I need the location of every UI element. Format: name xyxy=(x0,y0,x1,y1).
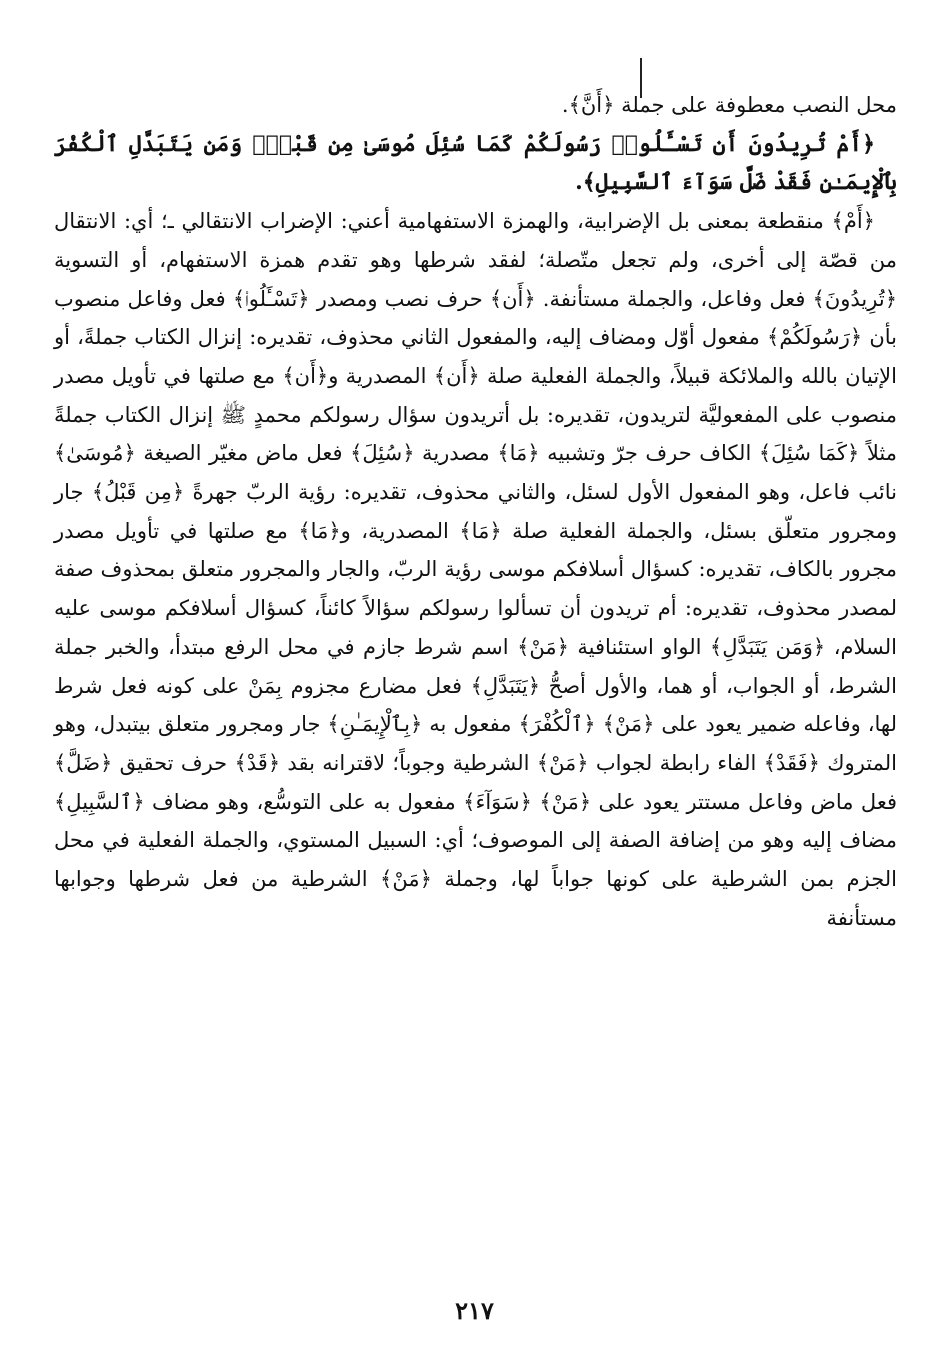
quran-verse: ﴿أَمْ تُرِيدُونَ أَن تَسْـَٔلُوا۟ رَسُولَكُمْ كَمَا سُئِلَ مُوسَىٰ مِن قَبْلُۗ وَمَن يَتَبَدَّلِ ٱلْكُفْرَ بِٱلْإِيمَـٰنِ فَقَدْ ضَلَّ سَوَآءَ ٱلسَّبِيلِ﴾. xyxy=(54,130,897,196)
page-number: ٢١٧ xyxy=(455,1296,494,1325)
continued-line: محل النصب معطوفة على جملة ﴿أَنَّ﴾. xyxy=(561,93,897,117)
main-text xyxy=(54,86,897,937)
grammar-analysis-paragraph: ﴿أَمْ﴾ منقطعة بمعنى بل الإضرابية، والهمزة الاستفهامية أعني: الإضراب الانتقالي ـ؛ أي: الانتقال من قصّة إلى أخرى، ولم تجعل متّصلة؛ لفقد شرطها وهو تقدم همزة الاستفهام، أو التسوية ﴿تُرِيدُونَ﴾ فعل وفاعل، والجملة مستأنفة. ﴿أَن﴾ حرف نصب ومصدر ﴿تَسْـَٔلُوا۟﴾ فعل وفاعل منصوب بأن ﴿رَسُولَكُمْ﴾ مفعول أوّل ومضاف إليه، والمفعول الثاني محذوف، تقديره: إنزال الكتاب جملةً، أو الإتيان بالله والملائكة قبيلاً، والجملة الفعلية صلة ﴿أَن﴾ المصدرية و﴿أَن﴾ مع صلتها في تأويل مصدر منصوب على المفعوليَّة لتريدون، تقديره: بل أتريدون سؤال رسولكم محمدٍ ﷺ إنزال الكتاب جملةً مثلاً ﴿كَمَا سُئِلَ﴾ الكاف حرف جرّ وتشبيه ﴿مَا﴾ مصدرية ﴿سُئِلَ﴾ فعل ماض مغيّر الصيغة ﴿مُوسَىٰ﴾ نائب فاعل، وهو المفعول الأول لسئل، والثاني محذوف، تقديره: رؤية الربّ جهرةً ﴿مِن قَبْلُ﴾ جار ومجرور متعلّق بسئل، والجملة الفعلية صلة ﴿مَا﴾ المصدرية، و﴿مَا﴾ مع صلتها في تأويل مصدر مجرور بالكاف، تقديره: كسؤال أسلافكم موسى رؤية الربّ، والجار والمجرور متعلق بمحذوف صفة لمصدر محذوف، تقديره: أم تريدون أن تسألوا رسولكم سؤالاً كائناً، كسؤال أسلافكم موسى عليه السلام، ﴿وَمَن يَتَبَدَّلِ﴾ الواو استئنافية ﴿مَنْ﴾ اسم شرط جازم في محل الرفع مبتدأ، والخبر جملة الشرط، أو الجواب، أو هما، والأول أصحُّ ﴿يَتَبَدَّلِ﴾ فعل مضارع مجزوم بِمَنْ على كونه فعل شرط لها، وفاعله ضمير يعود على ﴿مَنْ﴾ ﴿ٱلْكُفْرَ﴾ مفعول به ﴿بِٱلْإِيمَـٰنِ﴾ جار ومجرور متعلق بيتبدل، وهو المتروك ﴿فَقَدْ﴾ الفاء رابطة لجواب ﴿مَنْ﴾ الشرطية وجوباً؛ لاقترانه بقد ﴿قَدْ﴾ حرف تحقيق ﴿ضَلَّ﴾ فعل ماض وفاعل مستتر يعود على ﴿مَنْ﴾ ﴿سَوَآءَ﴾ مفعول به على التوسُّع، وهو مضاف ﴿ٱلسَّبِيلِ﴾ مضاف إليه وهو من إضافة الصفة إلى الموصوف؛ أي: السبيل المستوي، والجملة الفعلية في محل الجزم بمن الشرطية على كونها جواباً لها، وجملة ﴿مَنْ﴾ الشرطية من فعل شرطها وجوابها مستأنفة xyxy=(54,209,898,930)
